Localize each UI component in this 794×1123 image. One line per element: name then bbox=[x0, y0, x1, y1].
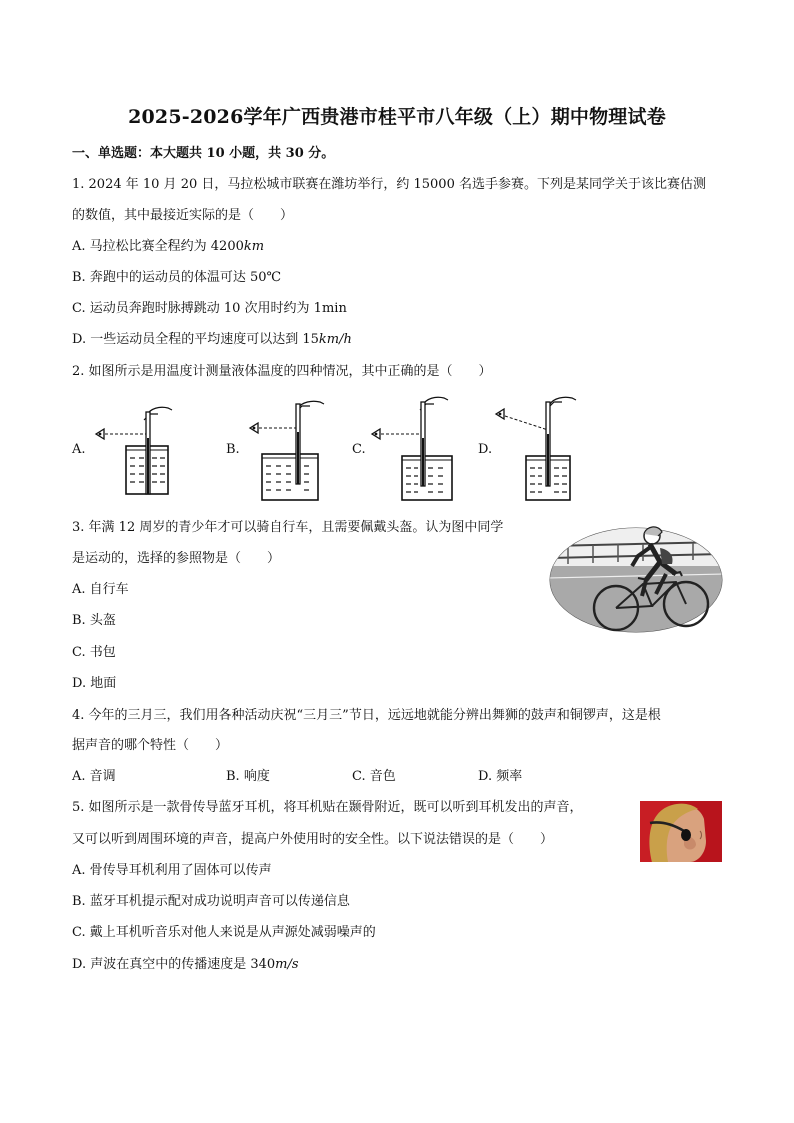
q5-stem-line2: 又可以听到周围环境的声音，提高户外使用时的安全性。以下说法错误的是（ ） bbox=[72, 832, 554, 847]
q1-option-d[interactable] bbox=[72, 330, 352, 350]
section-heading: 一、单选题：本大题共 10 小题，共 30 分。 bbox=[72, 146, 335, 161]
thermometer-figure-b bbox=[240, 398, 340, 504]
q1-stem-line2: 的数值，其中最接近实际的是（ ） bbox=[72, 208, 294, 223]
q3-option-d[interactable]: D. 地面 bbox=[72, 676, 117, 691]
q2-label-b[interactable]: B. bbox=[226, 442, 240, 457]
q1-option-d-text: D. 一些运动员全程的平均速度可以达到 15 bbox=[72, 332, 319, 347]
q5-option-a[interactable]: A. 骨传导耳机利用了固体可以传声 bbox=[72, 863, 272, 878]
q3-option-b[interactable]: B. 头盔 bbox=[72, 613, 116, 628]
bone-conduction-headphone-photo bbox=[640, 801, 722, 862]
q1-option-c[interactable]: C. 运动员奔跑时脉搏跳动 10 次用时约为 1min bbox=[72, 301, 347, 316]
cyclist-illustration bbox=[548, 518, 724, 636]
q3-stem-line2: 是运动的，选择的参照物是（ ） bbox=[72, 551, 281, 566]
q5-option-d-text: D. 声波在真空中的传播速度是 340 bbox=[72, 957, 276, 972]
thermometer-figure-c bbox=[366, 394, 466, 504]
q2-stem: 2. 如图所示是用温度计测量液体温度的四种情况，其中正确的是（ ） bbox=[72, 364, 492, 379]
q5-option-d[interactable] bbox=[72, 955, 299, 975]
q4-stem-line1: 4. 今年的三月三，我们用各种活动庆祝“三月三”节日，远远地就能分辨出舞狮的鼓声和铜锣声，这是根 bbox=[72, 708, 661, 723]
q4-option-b[interactable]: B. 响度 bbox=[226, 769, 270, 784]
q2-label-d[interactable]: D. bbox=[478, 442, 493, 457]
q4-stem-line2: 据声音的哪个特性（ ） bbox=[72, 738, 229, 753]
q1-option-d-unit: km/h bbox=[318, 332, 352, 347]
q1-option-a-unit: km bbox=[243, 239, 265, 254]
thermometer-figure-d bbox=[492, 394, 592, 504]
q5-option-c[interactable]: C. 戴上耳机听音乐对他人来说是从声源处减弱噪声的 bbox=[72, 925, 376, 940]
q5-option-b[interactable]: B. 蓝牙耳机提示配对成功说明声音可以传递信息 bbox=[72, 894, 350, 909]
q3-option-a[interactable]: A. 自行车 bbox=[72, 582, 129, 597]
q4-option-d[interactable]: D. 频率 bbox=[478, 769, 523, 784]
q3-stem-line1: 3. 年满 12 周岁的青少年才可以骑自行车，且需要佩戴头盔。认为图中同学 bbox=[72, 520, 504, 535]
q4-option-c[interactable]: C. 音色 bbox=[352, 769, 396, 784]
q5-stem-line1: 5. 如图所示是一款骨传导蓝牙耳机，将耳机贴在颞骨附近，既可以听到耳机发出的声音， bbox=[72, 800, 583, 815]
q1-stem-line1: 1. 2024 年 10 月 20 日，马拉松城市联赛在潍坊举行，约 15000 名选手参赛。下列是某同学关于该比赛估测 bbox=[72, 177, 706, 192]
q2-label-a[interactable]: A. bbox=[72, 442, 86, 457]
q1-option-a-text: A. 马拉松比赛全程约为 4200 bbox=[72, 239, 244, 254]
q2-label-c[interactable]: C. bbox=[352, 442, 366, 457]
q1-option-b[interactable]: B. 奔跑中的运动员的体温可达 50℃ bbox=[72, 270, 282, 285]
q5-option-d-unit: m/s bbox=[275, 957, 299, 972]
exam-title: 2025-2026学年广西贵港市桂平市八年级（上）期中物理试卷 bbox=[128, 106, 666, 128]
thermometer-figure-a bbox=[88, 398, 188, 500]
q3-option-c[interactable]: C. 书包 bbox=[72, 645, 116, 660]
q1-option-a[interactable] bbox=[72, 237, 264, 257]
q4-option-a[interactable]: A. 音调 bbox=[72, 769, 116, 784]
